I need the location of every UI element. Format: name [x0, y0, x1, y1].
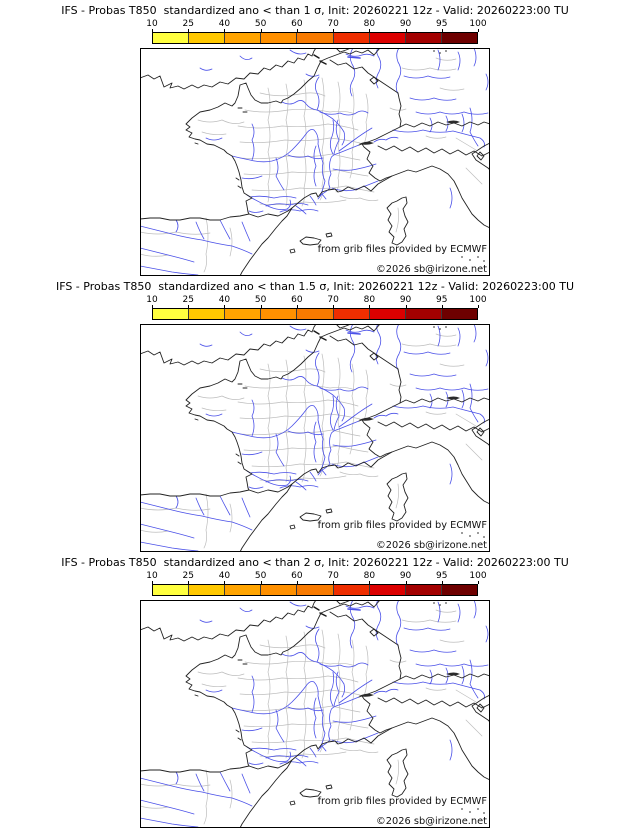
- colorbar-segment: [260, 33, 296, 43]
- colorbar-tick-label: 40: [218, 19, 231, 29]
- forecast-panel: [0, 552, 630, 828]
- colorbar-ticks: [146, 19, 487, 32]
- colorbar-segment: [333, 309, 369, 319]
- colorbar-tick-mark: [152, 581, 153, 584]
- colorbar-tick-mark: [406, 581, 407, 584]
- colorbar-segment: [441, 33, 477, 43]
- colorbar-tick-label: 50: [254, 295, 267, 305]
- colorbar-tick-mark: [478, 581, 479, 584]
- colorbar-segment: [260, 309, 296, 319]
- colorbar-segment: [405, 309, 441, 319]
- colorbar-tick-label: 50: [254, 571, 267, 581]
- france-map: [140, 48, 490, 276]
- colorbar-tick-mark: [261, 305, 262, 308]
- colorbar-tick-label: 25: [182, 295, 194, 305]
- colorbar-tick-mark: [478, 305, 479, 308]
- colorbar-tick-mark: [188, 581, 189, 584]
- probability-colorbar: [146, 295, 487, 320]
- colorbar-segment: [260, 585, 296, 595]
- colorbar-tick-mark: [442, 29, 443, 32]
- colorbar-tick-label: 80: [363, 19, 376, 29]
- colorbar-tick-label: 10: [146, 571, 158, 581]
- forecast-panel: [0, 0, 630, 276]
- colorbar-segment: [224, 585, 260, 595]
- colorbar-tick-label: 50: [254, 19, 267, 29]
- colorbar-tick-label: 70: [327, 19, 339, 29]
- colorbar-tick-label: 90: [399, 571, 412, 581]
- colorbar-tick-mark: [442, 581, 443, 584]
- colorbar-tick-label: 60: [291, 295, 303, 305]
- colorbar-tick-label: 10: [146, 19, 158, 29]
- colorbar-tick-mark: [297, 581, 298, 584]
- colorbar-tick-mark: [333, 29, 334, 32]
- colorbar-tick-mark: [297, 305, 298, 308]
- probability-colorbar: [146, 571, 487, 596]
- colorbar-segment: [188, 309, 224, 319]
- colorbar-tick-mark: [442, 305, 443, 308]
- colorbar-tick-mark: [369, 29, 370, 32]
- colorbar-tick-mark: [406, 29, 407, 32]
- colorbar-segment: [153, 585, 188, 595]
- france-map: [140, 324, 490, 552]
- colorbar-tick-label: 80: [363, 571, 376, 581]
- colorbar-tick-label: 60: [291, 571, 303, 581]
- france-map: [140, 600, 490, 828]
- colorbar-segment: [296, 585, 332, 595]
- colorbar-tick-mark: [261, 581, 262, 584]
- colorbar-tick-label: 100: [469, 19, 487, 29]
- colorbar-tick-label: 40: [218, 295, 231, 305]
- colorbar-tick-mark: [152, 305, 153, 308]
- colorbar-segment: [369, 33, 405, 43]
- colorbar-segment: [441, 585, 477, 595]
- colorbar-segment: [333, 33, 369, 43]
- colorbar-tick-mark: [224, 29, 225, 32]
- colorbar-tick-label: 100: [469, 295, 487, 305]
- colorbar-bar: [152, 32, 478, 44]
- colorbar-tick-label: 10: [146, 295, 158, 305]
- map-container: [140, 324, 490, 552]
- colorbar-tick-mark: [188, 305, 189, 308]
- colorbar-segment: [333, 585, 369, 595]
- colorbar-segment: [153, 309, 188, 319]
- colorbar-segment: [188, 585, 224, 595]
- colorbar-tick-label: 90: [399, 295, 412, 305]
- colorbar-tick-mark: [333, 581, 334, 584]
- probability-colorbar: [146, 19, 487, 44]
- colorbar-bar: [152, 308, 478, 320]
- colorbar-tick-mark: [224, 581, 225, 584]
- colorbar-tick-mark: [406, 305, 407, 308]
- colorbar-segment: [296, 33, 332, 43]
- panel-title: IFS - Probas T850 standardized ano < than 1.5 σ, Init: 20260221 12z - Valid: 20260223:00 TU: [55, 280, 575, 293]
- colorbar-tick-label: 40: [218, 571, 231, 581]
- colorbar-tick-mark: [188, 29, 189, 32]
- colorbar-ticks: [146, 295, 487, 308]
- colorbar-tick-label: 25: [182, 571, 194, 581]
- panel-title: IFS - Probas T850 standardized ano < than 1 σ, Init: 20260221 12z - Valid: 20260223:00 TU: [61, 4, 569, 17]
- colorbar-segment: [369, 309, 405, 319]
- colorbar-tick-label: 95: [436, 571, 448, 581]
- colorbar-tick-label: 70: [327, 571, 339, 581]
- colorbar-segment: [441, 309, 477, 319]
- colorbar-tick-mark: [152, 29, 153, 32]
- colorbar-tick-label: 80: [363, 295, 376, 305]
- forecast-panel: [0, 276, 630, 552]
- colorbar-tick-mark: [297, 29, 298, 32]
- colorbar-segment: [153, 33, 188, 43]
- colorbar-tick-label: 100: [469, 571, 487, 581]
- colorbar-ticks: [146, 571, 487, 584]
- colorbar-segment: [224, 309, 260, 319]
- map-container: [140, 600, 490, 828]
- colorbar-tick-label: 95: [436, 295, 448, 305]
- colorbar-segment: [224, 33, 260, 43]
- panel-title: IFS - Probas T850 standardized ano < than 2 σ, Init: 20260221 12z - Valid: 20260223:00 TU: [61, 556, 569, 569]
- colorbar-tick-label: 90: [399, 19, 412, 29]
- colorbar-segment: [188, 33, 224, 43]
- colorbar-segment: [296, 309, 332, 319]
- colorbar-segment: [405, 33, 441, 43]
- colorbar-bar: [152, 584, 478, 596]
- colorbar-tick-mark: [478, 29, 479, 32]
- colorbar-tick-mark: [261, 29, 262, 32]
- map-container: [140, 48, 490, 276]
- colorbar-tick-label: 95: [436, 19, 448, 29]
- colorbar-tick-label: 70: [327, 295, 339, 305]
- colorbar-segment: [369, 585, 405, 595]
- colorbar-tick-mark: [333, 305, 334, 308]
- colorbar-tick-mark: [224, 305, 225, 308]
- colorbar-tick-mark: [369, 581, 370, 584]
- colorbar-segment: [405, 585, 441, 595]
- colorbar-tick-mark: [369, 305, 370, 308]
- colorbar-tick-label: 25: [182, 19, 194, 29]
- colorbar-tick-label: 60: [291, 19, 303, 29]
